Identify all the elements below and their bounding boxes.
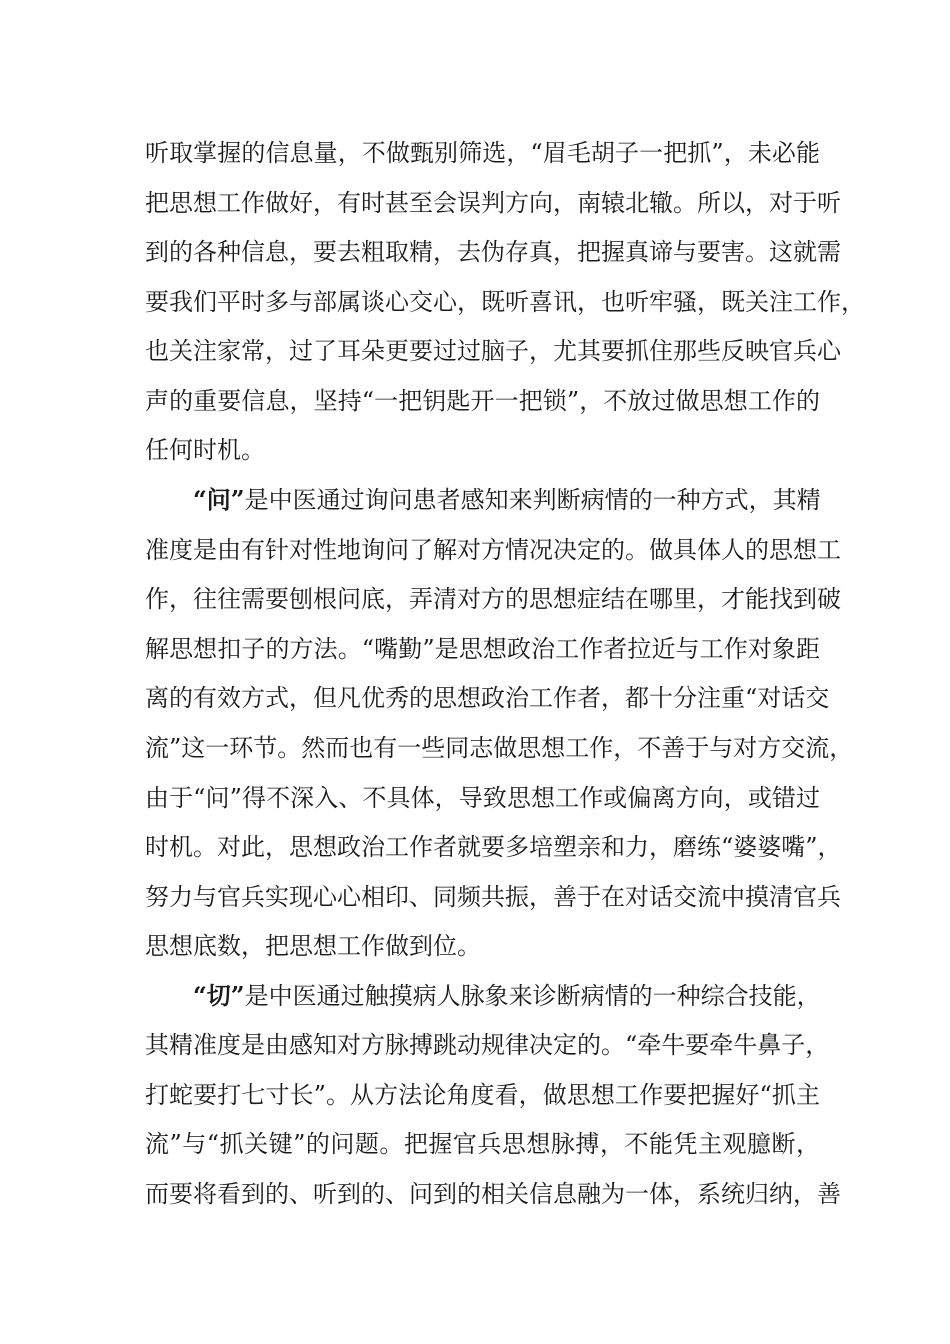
paragraph-2-line-3: 作，往往需要刨根问底，弄清对方的思想症结在哪里，才能找到破	[145, 585, 841, 613]
paragraph-2-line-9: 努力与官兵实现心心相印、同频共振，善于在对话交流中摸清官兵	[145, 883, 841, 911]
paragraph-3-line-3: 打蛇要打七寸长”。从方法论角度看，做思想工作要把握好“抓主	[145, 1081, 820, 1109]
paragraph-1-line-1: 听取掌握的信息量，不做甄别筛选，“眉毛胡子一把抓”，未必能	[145, 139, 820, 167]
paragraph-2-line-1-text: 是中医通过询问患者感知来判断病情的一种方式，其精	[244, 486, 821, 514]
paragraph-3-line-4: 流”与“抓关键”的问题。把握官兵思想脉搏，不能凭主观臆断，	[145, 1130, 820, 1158]
paragraph-2-line-6: 流”这一环节。然而也有一些同志做思想工作，不善于与对方交流，	[145, 734, 854, 762]
paragraph-3-line-1-text: 是中医通过触摸病人脉象来诊断病情的一种综合技能，	[244, 982, 821, 1010]
paragraph-2-lead: “问”	[193, 485, 245, 514]
paragraph-2-line-2: 准度是由有针对性地询问了解对方情况决定的。做具体人的思想工	[145, 536, 841, 564]
paragraph-3-lead: “切”	[193, 981, 245, 1010]
paragraph-2-line-7: 由于“问”得不深入、不具体，导致思想工作或偏离方向，或错过	[145, 784, 820, 812]
paragraph-2-line-5: 离的有效方式，但凡优秀的思想政治工作者，都十分注重“对话交	[145, 684, 830, 712]
paragraph-2-line-1	[193, 480, 820, 520]
paragraph-1-line-6: 声的重要信息，坚持“一把钥匙开一把锁”，不放过做思想工作的	[145, 387, 820, 415]
paragraph-1-line-2: 把思想工作做好，有时甚至会误判方向，南辕北辙。所以，对于听	[145, 189, 841, 217]
paragraph-3-line-2: 其精准度是由感知对方脉搏跳动规律决定的。“牵牛要牵牛鼻子，	[145, 1031, 830, 1059]
paragraph-3-line-5: 而要将看到的、听到的、问到的相关信息融为一体，系统归纳，善	[145, 1180, 841, 1208]
paragraph-1-line-7: 任何时机。	[145, 436, 265, 464]
paragraph-3-line-1	[193, 976, 820, 1016]
paragraph-1-line-5: 也关注家常，过了耳朵更要过过脑子，尤其要抓住那些反映官兵心	[145, 337, 841, 365]
paragraph-1-line-4: 要我们平时多与部属谈心交心，既听喜讯，也听牢骚，既关注工作，	[145, 288, 865, 316]
paragraph-2-line-10: 思想底数，把思想工作做到位。	[145, 932, 481, 960]
paragraph-2-line-4: 解思想扣子的方法。“嘴勤”是思想政治工作者拉近与工作对象距	[145, 635, 820, 663]
paragraph-2-line-8: 时机。对此，思想政治工作者就要多培塑亲和力，磨练“婆婆嘴”，	[145, 833, 842, 861]
paragraph-1-line-3: 到的各种信息，要去粗取精，去伪存真，把握真谛与要害。这就需	[145, 238, 841, 266]
